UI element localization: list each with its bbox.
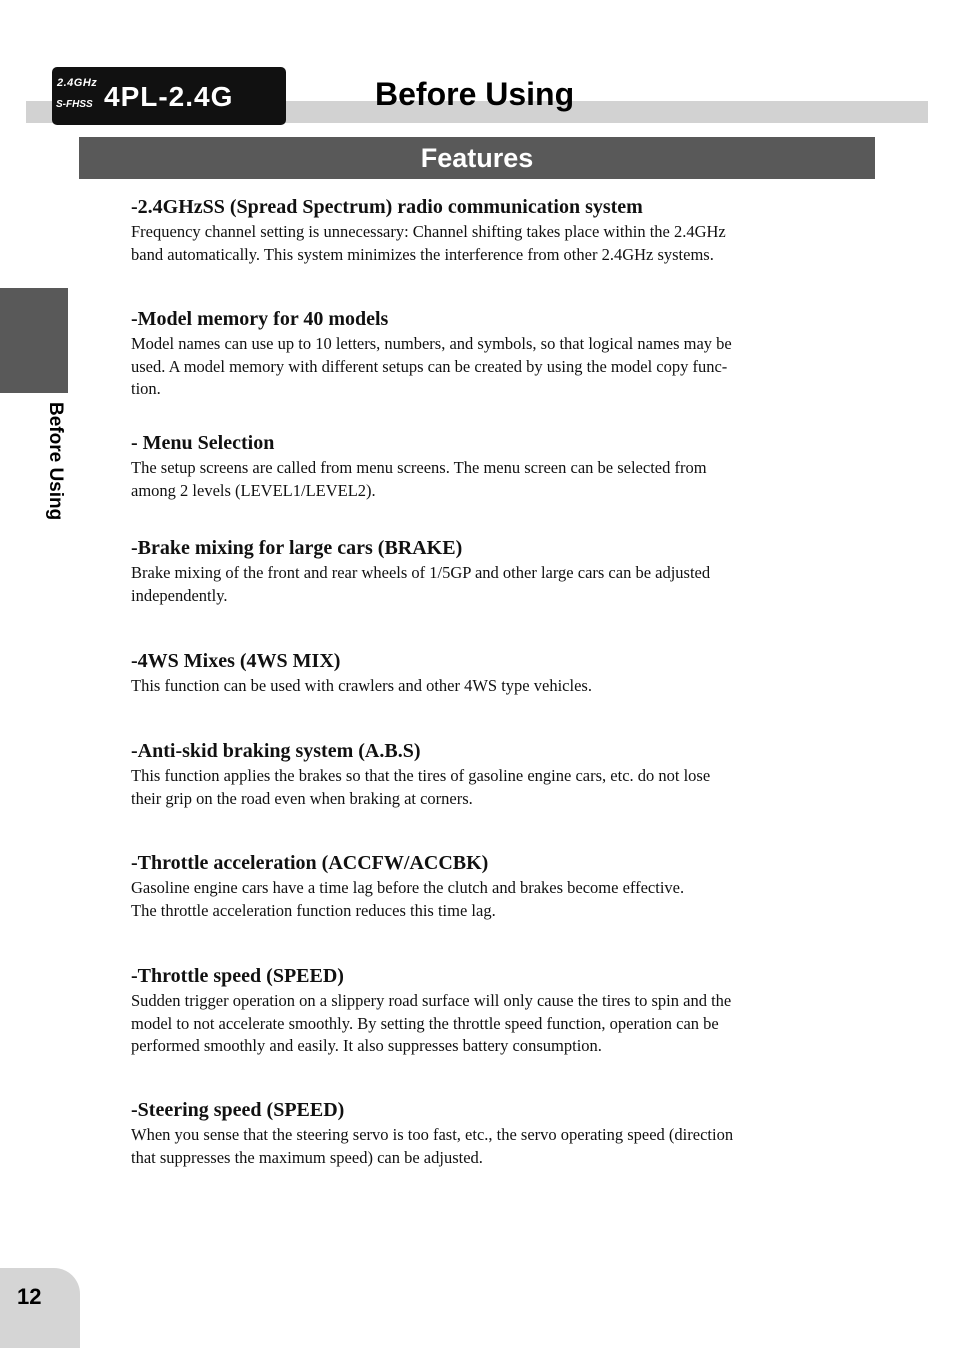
feature-body: Brake mixing of the front and rear wheels of 1/5GP and other large cars can be adjusted independently. <box>131 563 711 605</box>
section-title: Features <box>79 137 875 179</box>
feature-steering-speed <box>131 1098 821 1169</box>
feature-title: -Throttle speed (SPEED) <box>131 965 344 987</box>
feature-body: The setup screens are called from menu screens. The menu screen can be selected from among 2 levels (LEVEL1/LEVEL2). <box>131 458 707 500</box>
feature-title: -4WS Mixes (4WS MIX) <box>131 650 341 672</box>
feature-body: This function applies the brakes so that the tires of gasoline engine cars, etc. do not lose their grip on the road even when braking at corners. <box>131 766 711 808</box>
feature-body: Gasoline engine cars have a time lag before the clutch and brakes become effective. The throttle acceleration function reduces this time lag. <box>131 878 685 920</box>
feature-4ws-mix <box>131 649 821 698</box>
product-logo <box>52 67 286 125</box>
feature-title: -Anti-skid braking system (A.B.S) <box>131 740 421 762</box>
feature-throttle-speed <box>131 964 821 1058</box>
feature-title: -Model memory for 40 models <box>131 308 389 330</box>
side-section-label: Before Using <box>45 402 66 521</box>
feature-title: - Menu Selection <box>131 432 275 454</box>
feature-body: Frequency channel setting is unnecessary: Channel shifting takes place within the 2.4GHz band automatically. This system minimizes the interference from other 2.4GHz systems. <box>131 222 726 264</box>
feature-title: -2.4GHzSS (Spread Spectrum) radio communication system <box>131 196 643 218</box>
feature-menu-selection <box>131 431 821 502</box>
feature-title: -Throttle acceleration (ACCFW/ACCBK) <box>131 852 489 874</box>
feature-body: Sudden trigger operation on a slippery road surface will only cause the tires to spin and the model to not accelerate smoothly. By setting the throttle speed function, operation can be performed smoothly and easily. It also suppresses battery consumption. <box>131 991 732 1055</box>
feature-abs <box>131 739 821 810</box>
feature-throttle-acceleration <box>131 851 821 922</box>
page-title: Before Using <box>375 76 575 112</box>
feature-body: Model names can use up to 10 letters, numbers, and symbols, so that logical names may be used. A model memory with different setups can be created by using the model copy func- tion. <box>131 334 732 398</box>
feature-brake-mixing <box>131 536 821 607</box>
feature-body: This function can be used with crawlers and other 4WS type vehicles. <box>131 676 592 695</box>
side-tab-block <box>0 288 68 393</box>
logo-band: 2.4GHz <box>57 77 98 89</box>
feature-title: -Brake mixing for large cars (BRAKE) <box>131 537 463 559</box>
feature-spread-spectrum <box>131 195 821 266</box>
logo-model: 4PL-2.4G <box>104 81 234 112</box>
feature-model-memory <box>131 307 821 401</box>
feature-title: -Steering speed (SPEED) <box>131 1099 345 1121</box>
page-number: 12 <box>17 1284 42 1309</box>
logo-system: S-FHSS <box>56 99 93 110</box>
feature-body: When you sense that the steering servo is too fast, etc., the servo operating speed (direction that suppresses the maximum speed) can be adjusted. <box>131 1125 734 1167</box>
